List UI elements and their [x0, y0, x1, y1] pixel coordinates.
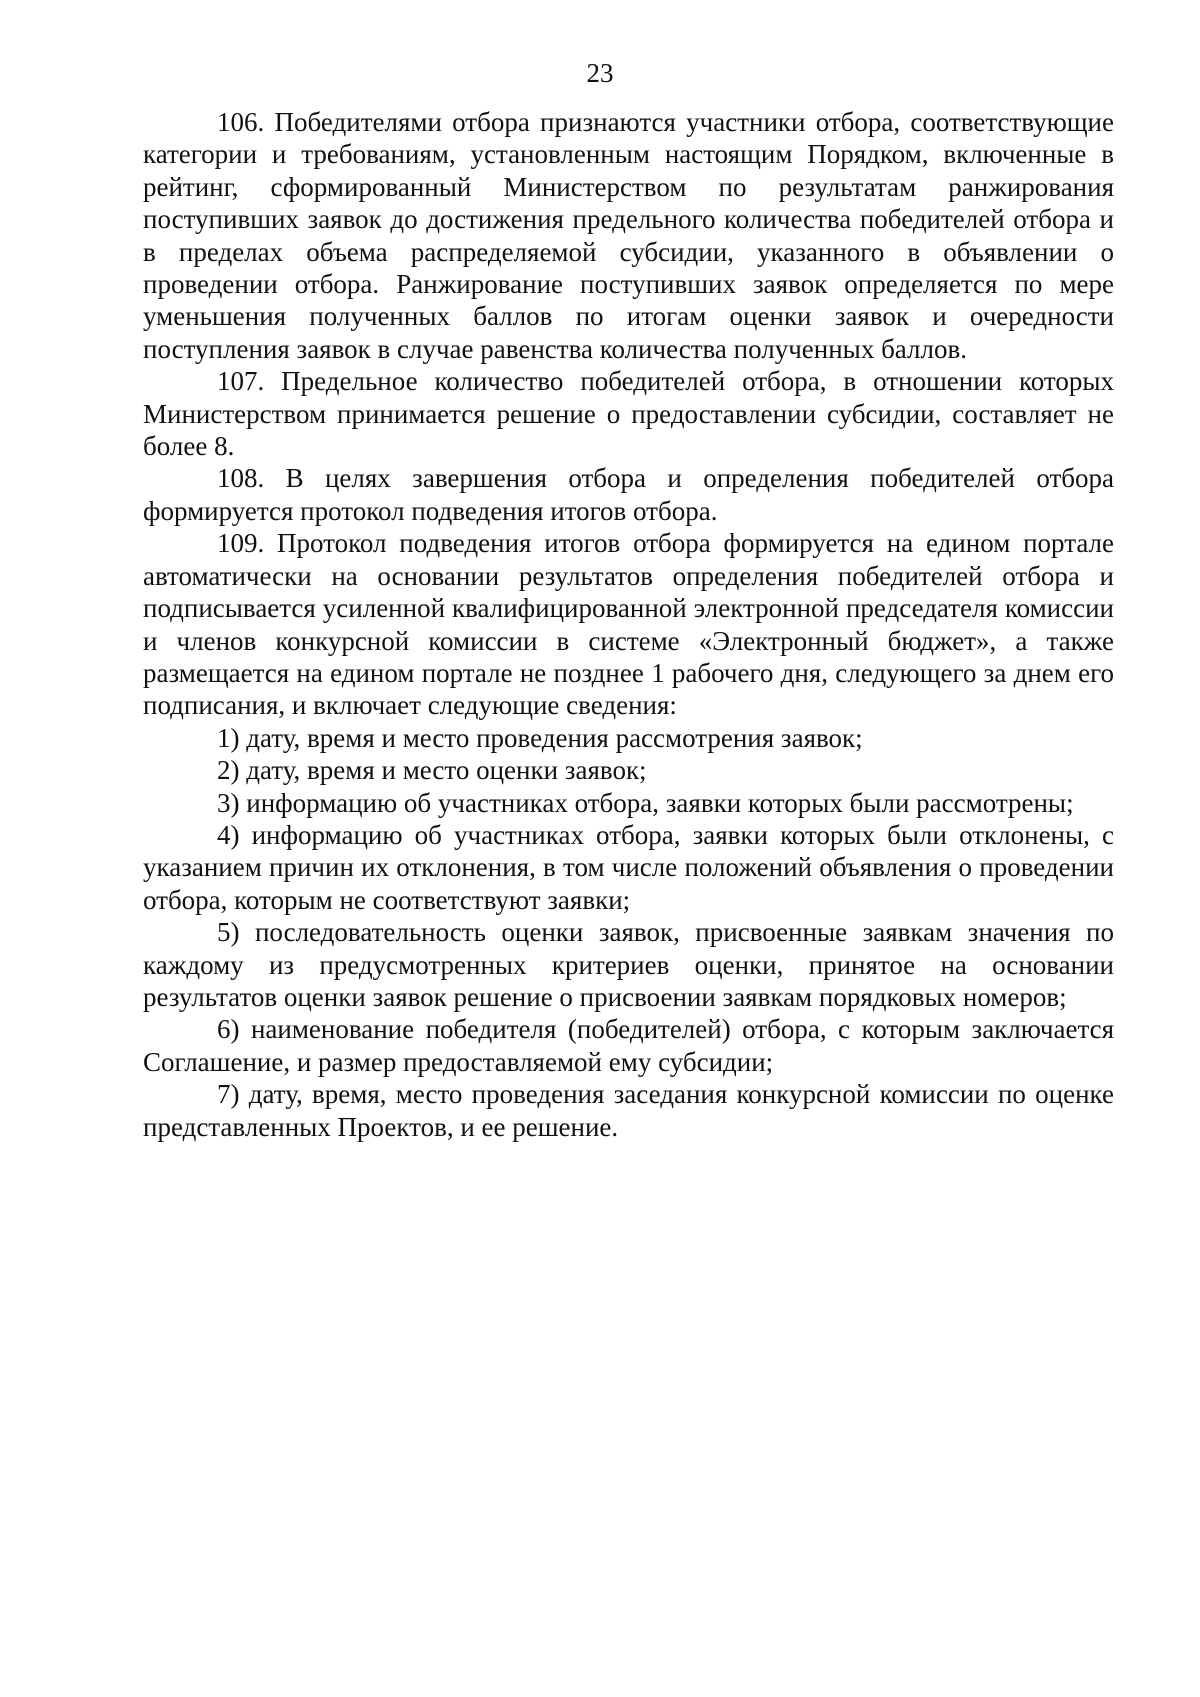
list-item-7: 7) дату, время, место проведения заседания конкурсной комиссии по оценке представленных Проектов, и ее решение.	[143, 1079, 1114, 1142]
document-body	[143, 106, 1114, 1143]
list-item-4: 4) информацию об участниках отбора, заявки которых были отклонены, с указанием причин их отклонения, в том числе положений объявления о проведении отбора, которым не соответствуют заявки;	[143, 819, 1114, 915]
list-item-2: 2) дату, время и место оценки заявок;	[217, 755, 647, 786]
paragraph-107: 107. Предельное количество победителей отбора, в отношении которых Министерством принимается решение о предоставлении субсидии, составляет не более 8.	[143, 366, 1114, 462]
page-number: 23	[586, 58, 614, 88]
paragraph-109: 109. Протокол подведения итогов отбора формируется на едином портале автоматически на основании результатов определения победителей отбора и подписывается усиленной квалифицированной электронной председателя комиссии и членов конкурсной комиссии в системе «Электронный бюджет», а также размещается на едином портале не позднее 1 рабочего дня, следующего за днем его подписания, и включает следующие сведения:	[143, 528, 1114, 721]
list-item-5: 5) последовательность оценки заявок, присвоенные заявкам значения по каждому из предусмотренных критериев оценки, принятое на основании результатов оценки заявок решение о присвоении заявкам порядковых номеров;	[143, 917, 1114, 1012]
list-item-1: 1) дату, время и место проведения рассмотрения заявок;	[217, 722, 863, 753]
list-item-3: 3) информацию об участниках отбора, заявки которых были рассмотрены;	[217, 787, 1074, 818]
paragraph-106: 106. Победителями отбора признаются участники отбора, соответствующие категории и требованиям, установленным настоящим Порядком, включенные в рейтинг, сформированный Министерством по результатам ранжирования поступивших заявок до достижения предельного количества победителей отбора и в пределах объема распределяемой субсидии, указанного в объявлении о проведении отбора. Ранжирование поступивших заявок определяется по мере уменьшения полученных баллов по итогам оценки заявок и очередности поступления заявок в случае равенства количества полученных баллов.	[143, 107, 1114, 364]
paragraph-108: 108. В целях завершения отбора и определения победителей отбора формируется протокол подведения итогов отбора.	[143, 463, 1114, 526]
list-item-6: 6) наименование победителя (победителей) отбора, с которым заключается Соглашение, и размер предоставляемой ему субсидии;	[143, 1014, 1114, 1077]
